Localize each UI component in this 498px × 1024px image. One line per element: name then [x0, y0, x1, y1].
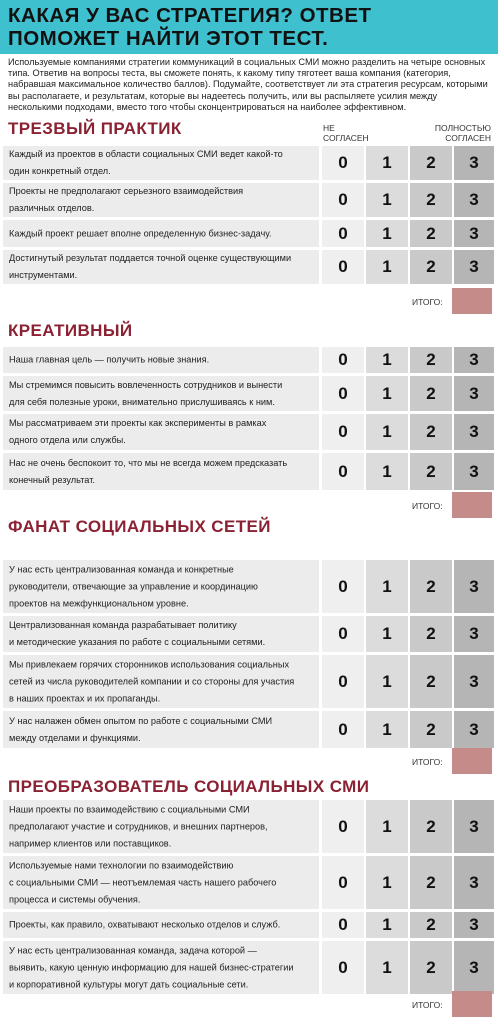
- question-row: [0, 376, 492, 411]
- score-option-1[interactable]: 1: [366, 183, 408, 217]
- question-text-line: Наша главная цель — получить новые знания.: [9, 354, 210, 365]
- score-option-3[interactable]: 3: [454, 655, 494, 708]
- total-label: ИТОГО:: [412, 297, 443, 307]
- question-text-line: Проекты не предполагают серьезного взаимодействия: [9, 186, 244, 196]
- question-text-cell: [3, 655, 319, 708]
- question-text-line: У нас есть централизованная команда, задача которой —: [9, 945, 257, 955]
- score-option-0[interactable]: 0: [322, 711, 364, 748]
- question-text-line: руководители, отвечающие за управление и координацию: [9, 581, 258, 591]
- total-score-box[interactable]: [452, 991, 492, 1017]
- question-text-line: и методические указания по работе с социальными сетями.: [9, 637, 266, 647]
- question-text-line: Наши проекты по взаимодействию с социальными СМИ: [9, 804, 250, 814]
- score-option-0[interactable]: 0: [322, 183, 364, 217]
- score-option-1[interactable]: 1: [366, 856, 408, 909]
- question-text-line: Мы привлекаем горячих сторонников использования социальных: [9, 659, 290, 669]
- title-line-2: ПОМОЖЕТ НАЙТИ ЭТОТ ТЕСТ.: [8, 27, 329, 50]
- score-option-2[interactable]: 2: [410, 220, 452, 247]
- question-text-cell: [3, 711, 319, 748]
- total-label: ИТОГО:: [412, 501, 443, 511]
- score-option-1[interactable]: 1: [366, 800, 408, 853]
- question-text-cell: [3, 414, 319, 450]
- question-row: [0, 711, 492, 748]
- question-text-cell: [3, 250, 319, 284]
- question-text-line: конечный результат.: [9, 474, 95, 485]
- score-option-0[interactable]: 0: [322, 560, 364, 613]
- question-text: [9, 183, 315, 217]
- section-title: ФАНАТ СОЦИАЛЬНЫХ СЕТЕЙ: [8, 517, 271, 536]
- score-option-1[interactable]: 1: [366, 376, 408, 411]
- question-text-line: Достигнутый результат поддается точной оценке существующими: [9, 253, 292, 263]
- score-option-3[interactable]: 3: [454, 414, 494, 450]
- question-text-line: проектов на межфункциональном уровне.: [9, 598, 189, 608]
- section-title: КРЕАТИВНЫЙ: [8, 321, 133, 340]
- section-title: ТРЕЗВЫЙ ПРАКТИК: [8, 119, 182, 138]
- question-text-line: Каждый проект решает вполне определенную бизнес-задачу.: [9, 228, 272, 238]
- score-option-2[interactable]: 2: [410, 560, 452, 613]
- question-text-cell: [3, 146, 319, 180]
- question-row: [0, 453, 492, 490]
- question-text-line: Проекты, как правило, охватывают несколько отделов и служб.: [9, 919, 281, 930]
- question-text-cell: [3, 616, 319, 652]
- question-text-line: например клиентов или поставщиков.: [9, 838, 172, 848]
- score-option-3[interactable]: 3: [454, 453, 494, 490]
- score-option-2[interactable]: 2: [410, 856, 452, 909]
- question-text-line: сетей из числа руководителей компании и со стороны для участия: [9, 676, 295, 686]
- score-option-0[interactable]: 0: [322, 856, 364, 909]
- score-option-0[interactable]: 0: [322, 250, 364, 284]
- question-text-cell: [3, 856, 319, 909]
- total-label: ИТОГО:: [412, 1000, 443, 1010]
- score-option-0[interactable]: 0: [322, 912, 364, 938]
- score-option-2[interactable]: 2: [410, 800, 452, 853]
- question-text-cell: [3, 183, 319, 217]
- score-option-1[interactable]: 1: [366, 220, 408, 247]
- score-option-1[interactable]: 1: [366, 912, 408, 938]
- question-row: [0, 414, 492, 450]
- score-option-1[interactable]: 1: [366, 453, 408, 490]
- question-text: [9, 225, 315, 242]
- score-option-0[interactable]: 0: [322, 800, 364, 853]
- question-row: [0, 616, 492, 652]
- question-text-cell: [3, 560, 319, 613]
- score-option-0[interactable]: 0: [322, 616, 364, 652]
- question-text: [9, 455, 315, 489]
- total-label: ИТОГО:: [412, 757, 443, 767]
- question-text-cell: [3, 453, 319, 490]
- score-option-2[interactable]: 2: [410, 414, 452, 450]
- question-text-line: и корпоративной культуры могут дать социальные сети.: [9, 979, 249, 989]
- question-text: [9, 377, 315, 411]
- score-option-2[interactable]: 2: [410, 655, 452, 708]
- question-text: [9, 857, 315, 908]
- question-text-line: одного отдела или службы.: [9, 435, 126, 445]
- question-text: [9, 617, 315, 651]
- question-text-line: У нас налажен обмен опытом по работе с социальными СМИ: [9, 715, 273, 726]
- score-option-3[interactable]: 3: [454, 912, 494, 938]
- score-option-2[interactable]: 2: [410, 376, 452, 411]
- score-option-3[interactable]: 3: [454, 560, 494, 613]
- score-option-0[interactable]: 0: [322, 347, 364, 373]
- score-option-3[interactable]: 3: [454, 376, 494, 411]
- score-option-0[interactable]: 0: [322, 941, 364, 994]
- score-option-3[interactable]: 3: [454, 183, 494, 217]
- question-text-line: Централизованная команда разрабатывает политику: [9, 620, 237, 630]
- score-option-3[interactable]: 3: [454, 711, 494, 748]
- question-row: [0, 250, 492, 284]
- question-text-line: Мы стремимся повысить вовлеченность сотрудников и вынести: [9, 379, 283, 390]
- score-option-1[interactable]: 1: [366, 560, 408, 613]
- score-option-3[interactable]: 3: [454, 347, 494, 373]
- score-option-3[interactable]: 3: [454, 616, 494, 652]
- score-option-2[interactable]: 2: [410, 347, 452, 373]
- column-header-agree-line1: ПОЛНОСТЬЮ: [434, 123, 491, 133]
- question-text-cell: [3, 800, 319, 853]
- question-text-line: между отделами и функциями.: [9, 732, 141, 743]
- question-row: [0, 800, 492, 853]
- question-text-line: различных отделов.: [9, 203, 95, 213]
- question-text: [9, 917, 315, 934]
- column-header-disagree: [323, 123, 369, 143]
- question-text-line: Нас не очень беспокоит то, что мы не всегда можем предсказать: [9, 457, 288, 468]
- question-text-line: У нас есть централизованная команда и конкретные: [9, 564, 234, 574]
- question-row: [0, 146, 492, 180]
- question-text-cell: [3, 376, 319, 411]
- section-title: ПРЕОБРАЗОВАТЕЛЬ СОЦИАЛЬНЫХ СМИ: [8, 777, 370, 796]
- question-text: [9, 352, 315, 369]
- question-text-line: в наших проектах и их пропаганды.: [9, 693, 161, 703]
- score-option-1[interactable]: 1: [366, 146, 408, 180]
- total-score-box[interactable]: [452, 288, 492, 314]
- question-text-line: с социальными СМИ — неотъемлемая часть нашего рабочего: [9, 877, 277, 887]
- score-option-1[interactable]: 1: [366, 347, 408, 373]
- score-option-3[interactable]: 3: [454, 250, 494, 284]
- page-title: [8, 4, 372, 50]
- score-option-3[interactable]: 3: [454, 146, 494, 180]
- score-option-3[interactable]: 3: [454, 856, 494, 909]
- score-option-0[interactable]: 0: [322, 146, 364, 180]
- score-option-2[interactable]: 2: [410, 146, 452, 180]
- total-score-box[interactable]: [452, 748, 492, 774]
- score-option-2[interactable]: 2: [410, 912, 452, 938]
- question-text: [9, 415, 315, 449]
- question-row: [0, 856, 492, 909]
- score-option-1[interactable]: 1: [366, 616, 408, 652]
- question-text: [9, 250, 315, 284]
- column-header-agree-line2: СОГЛАСЕН: [445, 133, 491, 143]
- question-text-line: Используемые нами технологии по взаимодействию: [9, 860, 234, 870]
- score-option-2[interactable]: 2: [410, 250, 452, 284]
- score-option-2[interactable]: 2: [410, 183, 452, 217]
- column-header-agree: [431, 123, 491, 143]
- column-header-disagree-line2: СОГЛАСЕН: [323, 133, 369, 143]
- intro-text: Используемые компаниями стратегии коммуникаций в социальных СМИ можно разделить на четыре основных типа. Ответив на вопросы теста, вы сможете понять, к какому типу тяготеет ваша компания (категория, набравшая максимальное количество баллов). Подумайте, соответствует ли эта стратегия ресурсам, которыми вы располагаете, и результатам, которые вы надеетесь получить, или вы распыляете усилия между несколькими подходами, вместо того чтобы сконцентрироваться на наиболее эффективном.: [8, 57, 488, 112]
- score-option-0[interactable]: 0: [322, 376, 364, 411]
- score-option-2[interactable]: 2: [410, 941, 452, 994]
- question-row: [0, 655, 492, 708]
- question-text-cell: [3, 347, 319, 373]
- question-text-line: предполагают участие и сотрудников, и внешних партнеров,: [9, 821, 268, 831]
- score-option-3[interactable]: 3: [454, 941, 494, 994]
- question-text-cell: [3, 941, 319, 994]
- question-text-line: выявить, какую ценную информацию для нашей бизнес-стратегии: [9, 962, 294, 972]
- question-row: [0, 912, 492, 938]
- score-option-1[interactable]: 1: [366, 655, 408, 708]
- question-text-cell: [3, 220, 319, 247]
- header-banner: [0, 0, 498, 54]
- score-option-1[interactable]: 1: [366, 414, 408, 450]
- score-option-1[interactable]: 1: [366, 711, 408, 748]
- question-row: [0, 220, 492, 247]
- question-text-line: процесса и системы обучения.: [9, 894, 141, 904]
- score-option-0[interactable]: 0: [322, 655, 364, 708]
- question-text-line: Каждый из проектов в области социальных СМИ ведет какой-то: [9, 149, 283, 159]
- question-row: [0, 183, 492, 217]
- question-text-cell: [3, 912, 319, 938]
- score-option-0[interactable]: 0: [322, 220, 364, 247]
- question-text: [9, 801, 315, 852]
- score-option-1[interactable]: 1: [366, 941, 408, 994]
- question-text-line: Мы рассматриваем эти проекты как эксперименты в рамках: [9, 418, 267, 428]
- question-row: [0, 560, 492, 613]
- score-option-2[interactable]: 2: [410, 453, 452, 490]
- title-line-1: КАКАЯ У ВАС СТРАТЕГИЯ? ОТВЕТ: [8, 4, 372, 27]
- column-header-disagree-line1: НЕ: [323, 123, 335, 133]
- question-text: [9, 942, 315, 993]
- question-text: [9, 656, 315, 707]
- question-row: [0, 941, 492, 994]
- score-option-0[interactable]: 0: [322, 414, 364, 450]
- question-row: [0, 347, 492, 373]
- score-option-2[interactable]: 2: [410, 711, 452, 748]
- question-text-line: инструментами.: [9, 270, 78, 280]
- question-text-line: один конкретный отдел.: [9, 166, 111, 176]
- score-option-0[interactable]: 0: [322, 453, 364, 490]
- question-text-line: для себя полезные уроки, внимательно прислушиваясь к ним.: [9, 396, 275, 407]
- score-option-2[interactable]: 2: [410, 616, 452, 652]
- score-option-3[interactable]: 3: [454, 220, 494, 247]
- question-text: [9, 713, 315, 747]
- total-score-box[interactable]: [452, 492, 492, 518]
- question-text: [9, 146, 315, 180]
- score-option-3[interactable]: 3: [454, 800, 494, 853]
- score-option-1[interactable]: 1: [366, 250, 408, 284]
- question-text: [9, 561, 315, 612]
